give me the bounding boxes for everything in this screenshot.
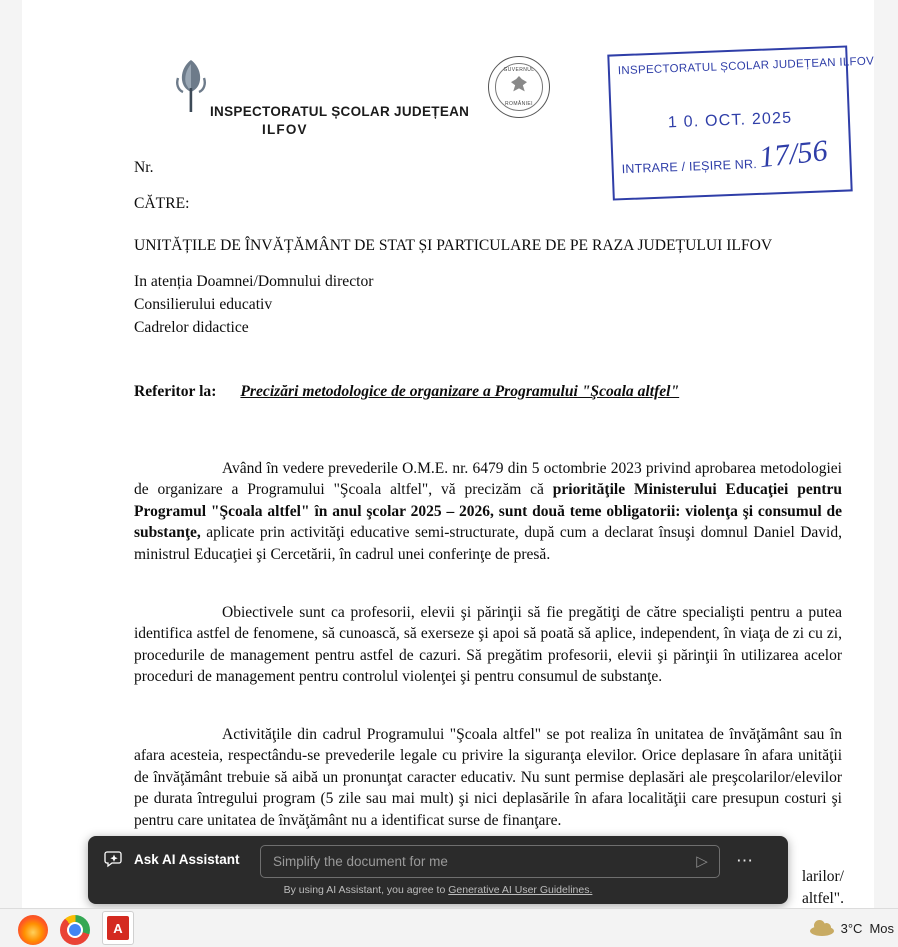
ai-prompt-input[interactable] [271,846,671,877]
ai-prompt-field[interactable] [260,845,720,878]
paragraph-4-line-3-text: altfel". [801,890,844,907]
isj-county-label: ILFOV [262,122,308,137]
seal-top-text: GUVERNUL [503,67,535,73]
ai-disclaimer-text: By using AI Assistant, you agree to [283,884,449,896]
paragraph-1-part-a: Având în vedere prevederile O.M.E. nr. 6479 din 5 octombrie 2023 privind aprobarea metodologiei de organizare a Programului "Şcoala altfel", vă precizăm că [134,459,842,498]
ai-assistant-bar [88,836,788,904]
subject-label: Referitor la: [134,383,217,400]
to-label: CĂTRE: [134,195,190,212]
acrobat-glyph: A [107,916,129,940]
paragraph-2 [134,602,842,688]
isj-logo [150,58,470,137]
ai-disclaimer [88,884,788,896]
taskbar-apps [18,911,134,945]
registration-stamp [607,45,875,200]
ai-assistant-label-group[interactable] [104,849,240,869]
chrome-icon[interactable] [60,915,90,945]
firefox-icon[interactable] [18,915,48,945]
sparkle-icon [104,849,126,869]
send-icon[interactable]: ▷ [696,853,708,870]
attention-line-2: Consilierului educativ [134,296,273,313]
page-right-margin [874,0,898,908]
seal-bottom-text: ROMÂNIEI [505,101,533,107]
eagle-icon [511,76,527,98]
tree-logo-icon [170,58,212,114]
paragraph-1-part-c: aplicate prin activităţi educative semi-structurate, după cum a declarat însuşi domnul Daniel David, ministrul Educaţiei şi Cercetării, în cadrul unei conferinţe de presă. [134,524,842,563]
acrobat-icon[interactable] [102,911,134,945]
page-left-margin [0,0,22,908]
weather-condition: Mos [869,920,894,936]
paragraph-3-text: Activităţile din cadrul Programului "Şcoala altfel" se pot realiza în unitatea de învăţământ sau în afara acesteia, respectându-se prevederile legale cu privire la siguranţa elevilor. Orice deplasare în afara unităţii de învăţământ trebuie să aibă un pronunţat caracter educativ. Nu sunt permise deplasări ale preşcolarilor/elevilor pe durata întregului program (5 zile sau mai mult) şi nici deplasările în afara localităţii care presupun costuri şi pentru care unitatea de învăţământ nu a identificat surse de finanţare. [134,725,842,829]
stamp-date: 1 0. OCT. 2025 [667,109,793,132]
attention-line-1: In atenția Doamnei/Domnului director [134,273,374,290]
nr-label: Nr. [134,159,154,176]
isj-institution-label: INSPECTORATUL ȘCOLAR JUDEȚEAN [210,104,470,119]
ellipsis-icon[interactable]: ⋯ [736,851,754,870]
cloud-icon [810,920,834,936]
paragraph-4-line-2-text: larilor/ [801,868,844,885]
stamp-entry-label: INTRARE / IEȘIRE NR. [621,157,758,177]
government-seal-inner [495,63,543,111]
recipients-line: UNITĂȚILE DE ÎNVĂȚĂMÂNT DE STAT ȘI PARTICULARE DE PE RAZA JUDEȚULUI ILFOV [134,237,773,254]
taskbar [0,908,898,947]
paragraph-1 [134,458,842,566]
subject-row [134,384,844,400]
paragraph-1-bold: priorităţile Ministerului Educaţiei pentru Programul "Şcoala altfel" în anul şcolar 2025 – 2026, sunt două teme obligatorii: violenţa şi consumul de substanţe, [134,481,842,541]
ai-guidelines-link[interactable]: Generative AI User Guidelines. [448,884,593,896]
document-header [22,28,875,177]
attention-line-3: Cadrelor didactice [134,319,249,336]
subject-value: Precizări metodologice de organizare a Programului "Şcoala altfel" [240,383,680,400]
stamp-number: 17/56 [757,133,830,175]
stamp-title: INSPECTORATUL ȘCOLAR JUDEȚEAN ILFOV [617,55,875,78]
taskbar-weather[interactable] [810,920,898,936]
document-page [22,0,874,908]
paragraph-2-text: Obiectivele sunt ca profesorii, elevii şi părinţii să fie pregătiţi de către specialişti pentru a putea identifica astfel de fenomene, să cunoască, să exerseze şi apoi să poată să aplice, independent, în viaţa de zi cu zi, procedurile de management pentru astfel de cazuri. Să pregătim profesorii, elevii şi părinţii în utilizarea acelor proceduri de management pentru controlul violenţei şi pentru consumul de substanţe. [134,603,842,685]
weather-temperature: 3°C [840,920,863,936]
government-seal [488,56,550,118]
ai-assistant-label: Ask AI Assistant [134,851,240,867]
paragraph-3 [134,724,842,832]
